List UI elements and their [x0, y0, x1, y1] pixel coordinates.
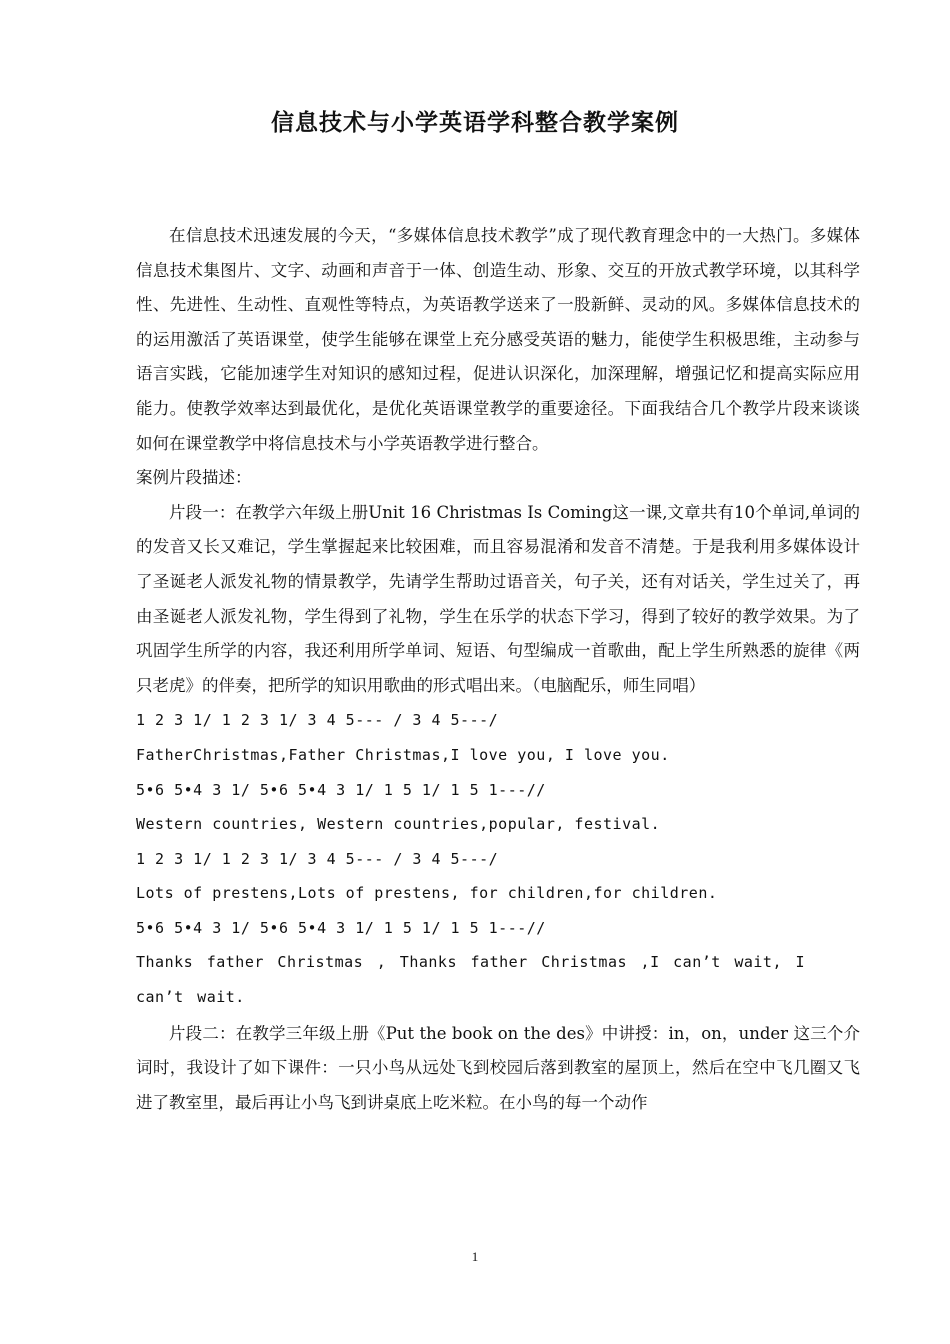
song-line: 5•6 5•4 3 1/ 5•6 5•4 3 1/ 1 5 1/ 1 5 1---// — [136, 780, 546, 799]
song-line: 1 2 3 1/ 1 2 3 1/ 3 4 5--- / 3 4 5---/ — [136, 711, 499, 730]
document-body — [136, 219, 860, 1120]
page-title: 信息技术与小学英语学科整合教学案例 — [271, 109, 679, 136]
song-line: Lots of prestens,Lots of prestens, for children,for children. — [136, 884, 718, 903]
song-line: 5•6 5•4 3 1/ 5•6 5•4 3 1/ 1 5 1/ 1 5 1---// — [136, 918, 546, 937]
song-line: Western countries, Western countries,popular, festival. — [136, 815, 661, 834]
song-block — [136, 703, 860, 1014]
page-number: 1 — [471, 1249, 479, 1264]
song-line: 1 2 3 1/ 1 2 3 1/ 3 4 5--- / 3 4 5---/ — [136, 849, 499, 868]
fragment-two-paragraph: 片段二：在教学三年级上册《Put the book on the des》中讲授：in，on，under 这三个介词时，我设计了如下课件：一只小鸟从远处飞到校园后落到教室的屋顶上，然后在空中飞几圈又飞进了教室里，最后再让小鸟飞到讲桌底上吃米粒。在小鸟的每一个动作 — [136, 1023, 860, 1112]
section-label: 案例片段描述： — [136, 468, 252, 488]
intro-paragraph: 在信息技术迅速发展的今天，“多媒体信息技术教学”成了现代教育理念中的一大热门。多媒体信息技术集图片、文字、动画和声音于一体、创造生动、形象、交互的开放式教学环境，以其科学性、先进性、生动性、直观性等特点，为英语教学送来了一股新鲜、灵动的风。多媒体信息技术的的运用激活了英语课堂，使学生能够在课堂上充分感受英语的魅力，能使学生积极思维，主动参与语言实践，它能加速学生对知识的感知过程，促进认识深化，加深理解，增强记忆和提高实际应用能力。使教学效率达到最优化，是优化英语课堂教学的重要途径。下面我结合几个教学片段来谈谈如何在课堂教学中将信息技术与小学英语教学进行整合。 — [136, 226, 860, 453]
fragment-one-paragraph: 片段一：在教学六年级上册Unit 16 Christmas Is Coming这一课,文章共有10个单词,单词的的发音又长又难记，学生掌握起来比较困难，而且容易混淆和发音不清楚。于是我利用多媒体设计了圣诞老人派发礼物的情景教学，先请学生帮助过语音关，句子关，还有对话关，学生过关了，再由圣诞老人派发礼物，学生得到了礼物，学生在乐学的状态下学习，得到了较好的教学效果。为了巩固学生所学的内容，我还利用所学单词、短语、句型编成一首歌曲，配上学生所熟悉的旋律《两只老虎》的伴奏，把所学的知识用歌曲的形式唱出来。（电脑配乐，师生同唱） — [136, 502, 860, 695]
song-line: Thanks father Christmas , Thanks father Christmas ,I can’t wait, I can’t wait. — [136, 953, 806, 1007]
song-line: FatherChristmas,Father Christmas,I love you, I love you. — [136, 745, 670, 764]
